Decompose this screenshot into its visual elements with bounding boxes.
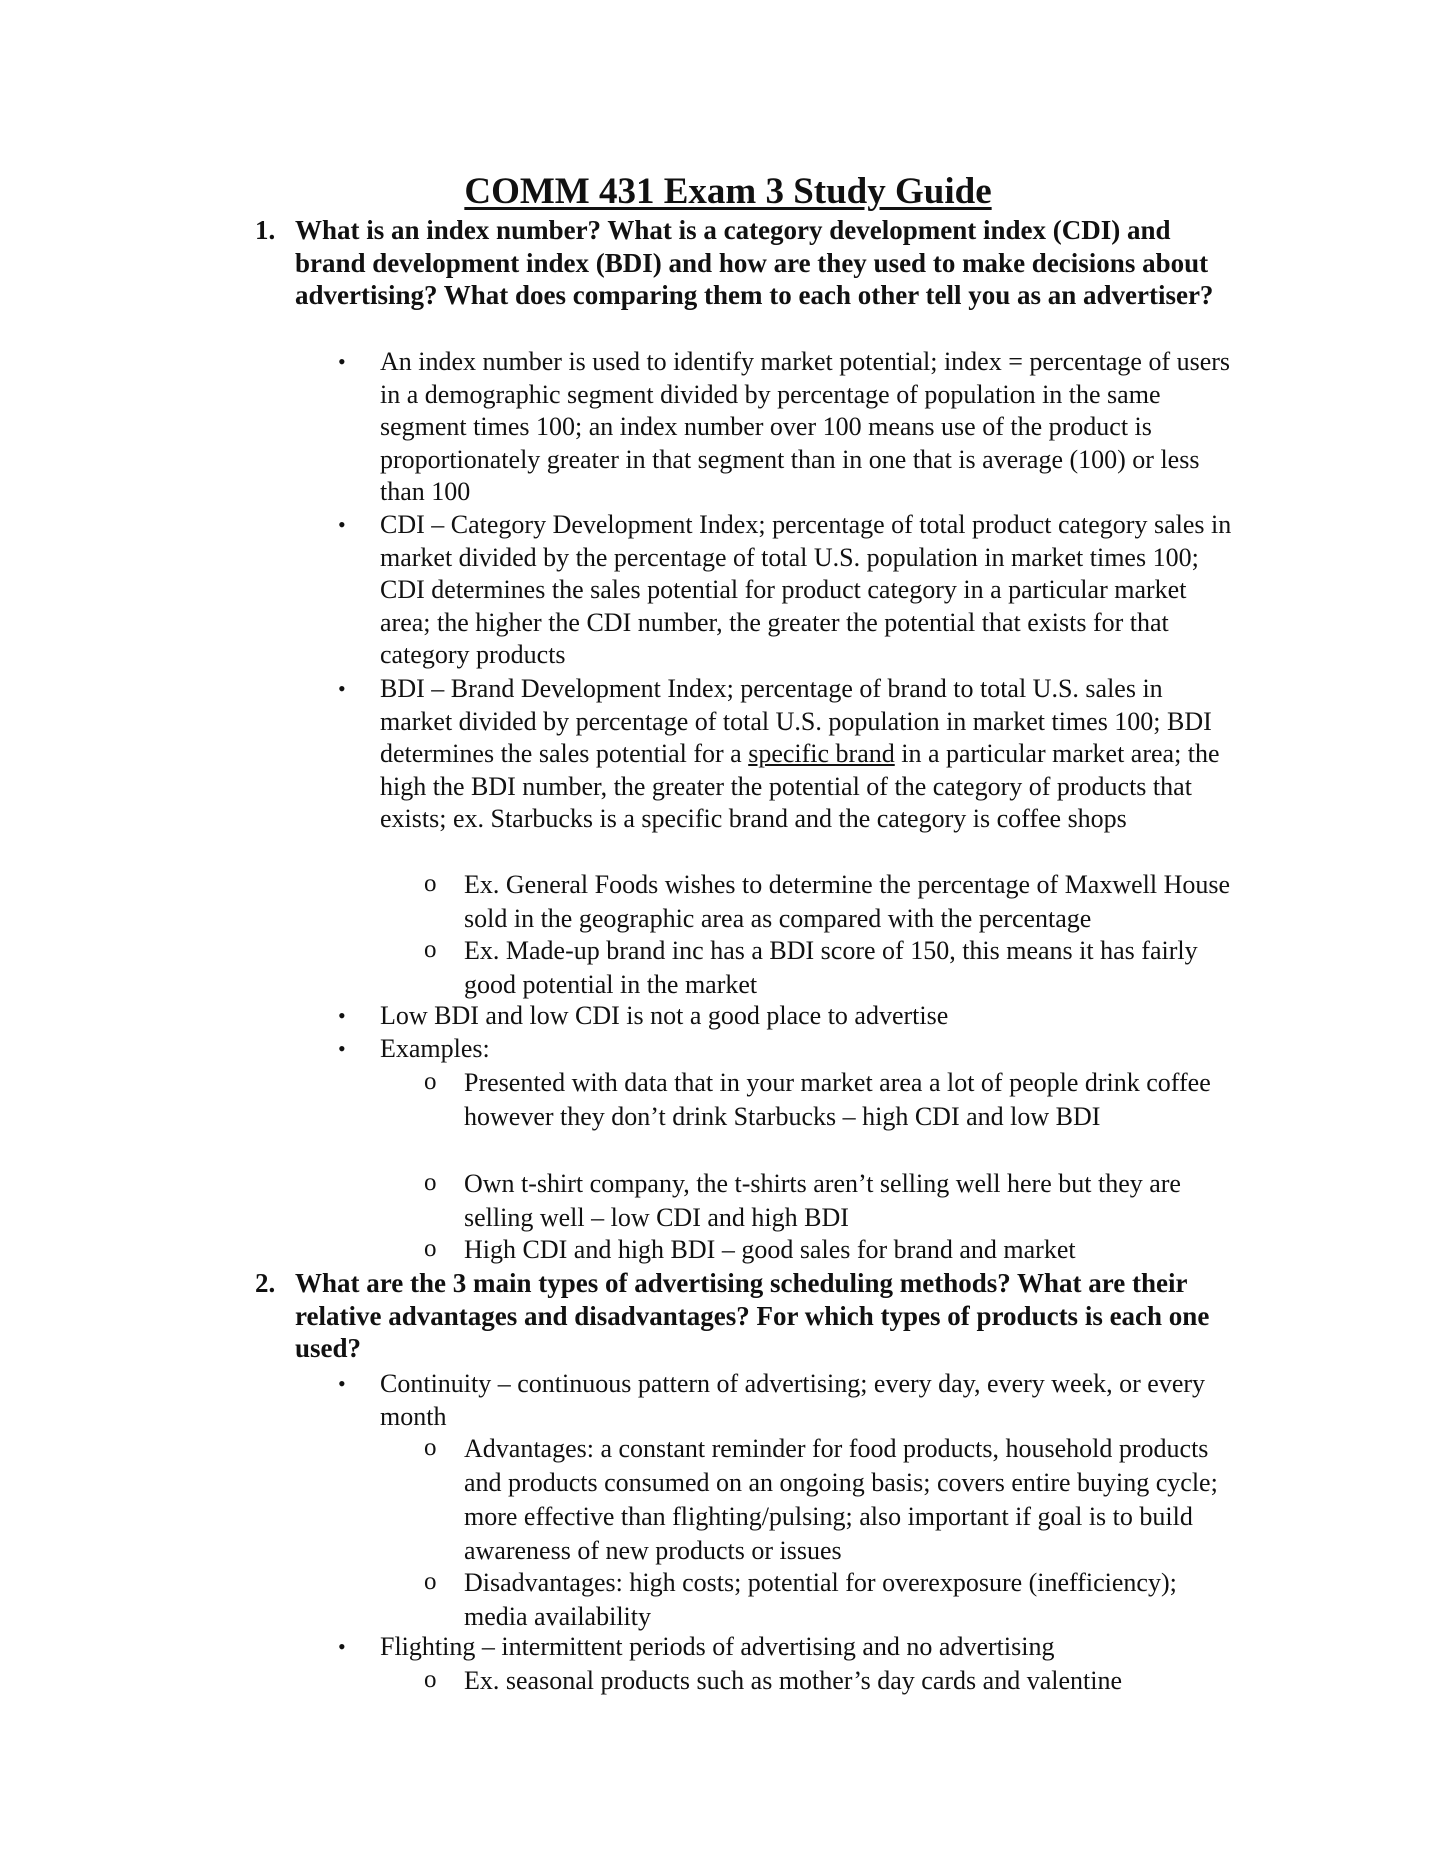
bullet-icon: • [338, 1371, 346, 1396]
sub-list-item [424, 934, 1244, 1002]
sub-bullet-icon: o [424, 1068, 437, 1095]
bullet-icon: • [338, 676, 346, 701]
sub-bullet-icon: o [424, 870, 437, 897]
bullet-icon: • [338, 512, 346, 537]
sub-list-item [424, 1066, 1244, 1134]
sub-list-item [424, 868, 1244, 936]
bullet-text: CDI – Category Development Index; percentage of total product category sales in market divided by the percentage of total U.S. population in market times 100; CDI determines the sales potential for product category in a particular market area; the higher the CDI number, the greater the potential that exists for that category products [380, 510, 1232, 669]
sub-bullet-text: Own t-shirt company, the t-shirts aren’t selling well here but they are selling well – low CDI and high BDI [464, 1169, 1181, 1232]
sub-bullet-text: Advantages: a constant reminder for food products, household products and products consumed on an ongoing basis; covers entire buying cycle; more effective than flighting/pulsing; also important if goal is to build awareness of new products or issues [464, 1434, 1218, 1565]
question-number: 1. [255, 215, 276, 245]
sub-list-item [424, 1233, 1244, 1267]
question-2 [255, 1267, 1225, 1365]
question-text: What is an index number? What is a category development index (CDI) and brand development index (BDI) and how are they used to make decisions about advertising? What does comparing them to each other tell you as an advertiser? [295, 215, 1214, 310]
bullet-icon: • [338, 1003, 346, 1028]
bullet-text: An index number is used to identify market potential; index = percentage of users in a demographic segment divided by percentage of population in the same segment times 100; an index number over 100 means use of the product is proportionately greater in that segment than in one that is average (100) or less than 100 [380, 347, 1231, 506]
bullet-text: Examples: [380, 1034, 490, 1063]
list-item [338, 346, 1240, 509]
sub-bullet-text: Presented with data that in your market area a lot of people drink coffee however they don’t drink Starbucks – high CDI and low BDI [464, 1068, 1211, 1131]
list-item [338, 1033, 1240, 1066]
bullet-icon: • [338, 349, 346, 374]
sub-list-item [424, 1664, 1244, 1698]
sub-bullet-text: High CDI and high BDI – good sales for brand and market [464, 1235, 1076, 1264]
list-item [338, 1368, 1240, 1433]
question-number: 2. [255, 1268, 276, 1298]
sub-bullet-icon: o [424, 1235, 437, 1262]
bullet-icon: • [338, 1634, 346, 1659]
sub-bullet-text: Ex. Made-up brand inc has a BDI score of 150, this means it has fairly good potential in the market [464, 936, 1198, 999]
list-item [338, 1631, 1240, 1664]
page-title: COMM 431 Exam 3 Study Guide [464, 171, 992, 212]
sub-bullet-icon: o [424, 1169, 437, 1196]
bullet-text-part: in a particular market area; the high the BDI number, the greater the potential of the category of products that exists; ex. Starbucks is a specific brand and the category is coffee shops [380, 739, 1220, 833]
sub-bullet-text: Disadvantages: high costs; potential for overexposure (inefficiency); media availability [464, 1568, 1177, 1631]
bullet-icon: • [338, 1036, 346, 1061]
sub-bullet-icon: o [424, 1434, 437, 1461]
bullet-text: Continuity – continuous pattern of advertising; every day, every week, or every month [380, 1369, 1206, 1431]
sub-bullet-text: Ex. seasonal products such as mother’s day cards and valentine [464, 1666, 1122, 1695]
list-item [338, 509, 1240, 672]
sub-list-item [424, 1566, 1244, 1634]
bullet-text-part: BDI – Brand Development Index; percentage of brand to total U.S. sales in market divided by percentage of total U.S. population in market times 100; BDI determines the sales potential for a [380, 674, 1212, 768]
bullet-text: Low BDI and low CDI is not a good place to advertise [380, 1001, 949, 1030]
list-item [338, 1000, 1240, 1033]
sub-bullet-icon: o [424, 1666, 437, 1693]
sub-bullet-text: Ex. General Foods wishes to determine the percentage of Maxwell House sold in the geographic area as compared with the percentage [464, 870, 1231, 933]
underlined-term: specific brand [748, 739, 895, 768]
question-text: What are the 3 main types of advertising scheduling methods? What are their relative advantages and disadvantages? For which types of products is each one used? [295, 1268, 1210, 1363]
sub-list-item [424, 1432, 1244, 1568]
question-1 [255, 214, 1225, 312]
sub-list-item [424, 1167, 1244, 1235]
list-item [338, 673, 1240, 836]
sub-bullet-icon: o [424, 936, 437, 963]
sub-bullet-icon: o [424, 1568, 437, 1595]
bullet-text: Flighting – intermittent periods of advertising and no advertising [380, 1632, 1055, 1661]
